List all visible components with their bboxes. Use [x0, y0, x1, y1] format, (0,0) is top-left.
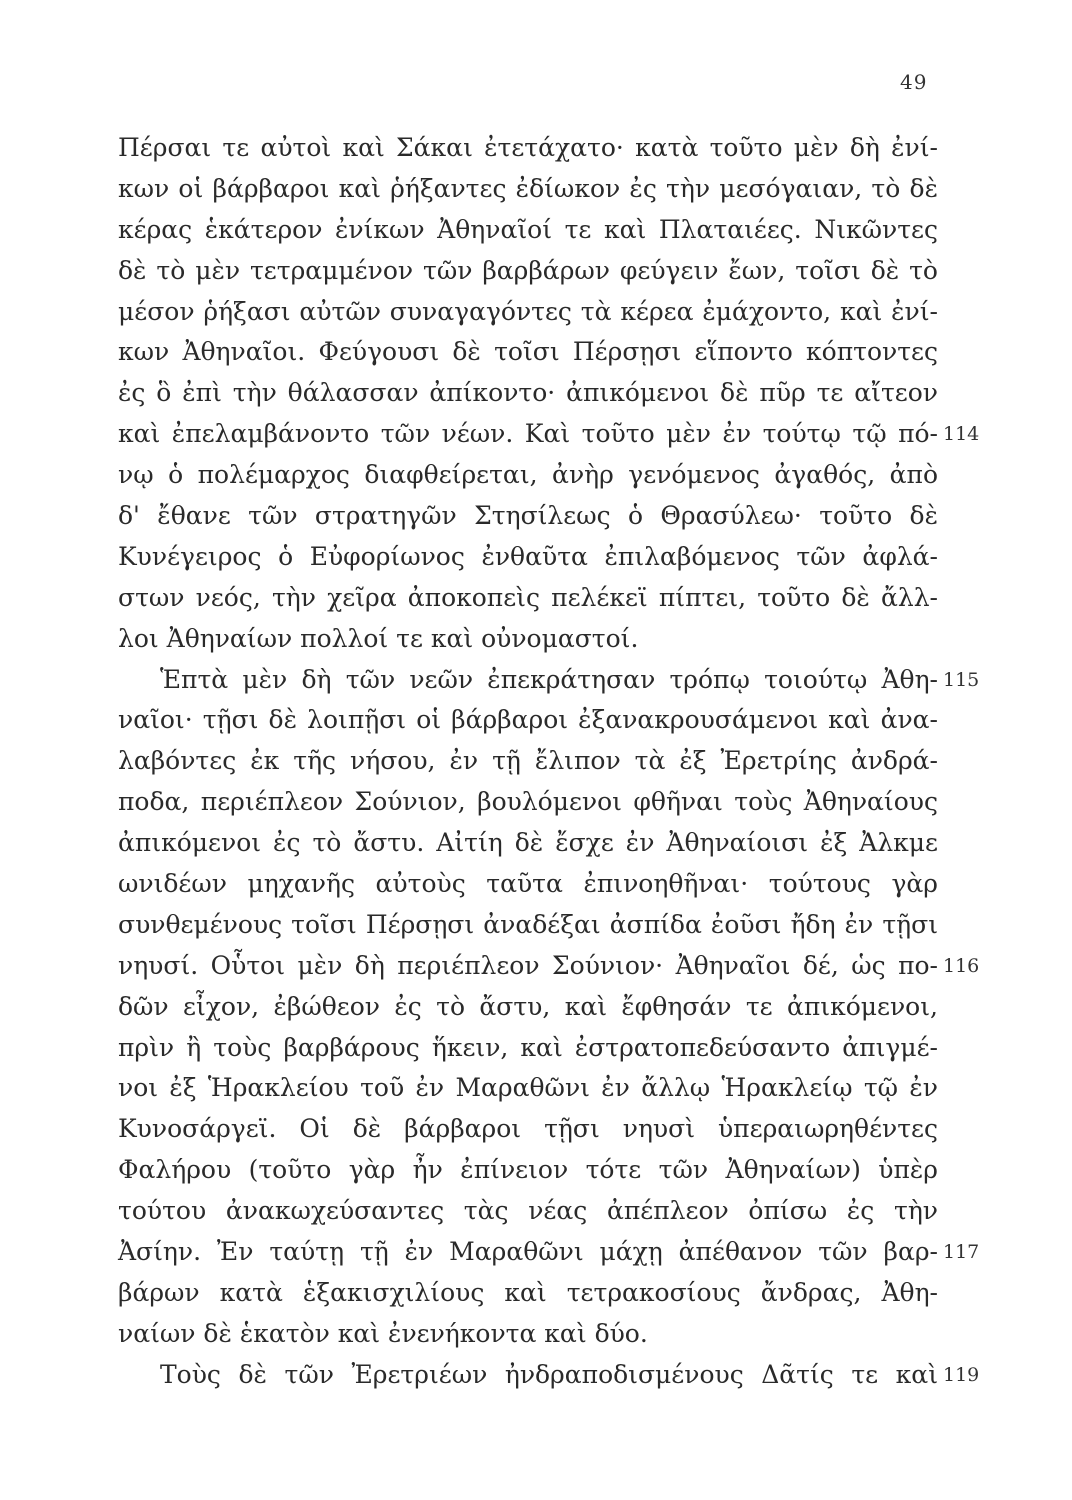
text-line-content: πρὶν ἢ τοὺς βαρβάρους ἥκειν, καὶ ἐστρατοπεδεύσαντο ἀπιγμέ- — [118, 1032, 938, 1062]
section-number: 116 — [943, 954, 980, 977]
text-line — [118, 905, 938, 946]
text-line — [118, 455, 938, 496]
text-line — [118, 373, 938, 414]
text-line-content: ἐς ὃ ἐπὶ τὴν θάλασσαν ἀπίκοντο· ἀπικόμενοι δὲ πῦρ τε αἴτεον — [118, 378, 938, 408]
text-line — [118, 496, 938, 537]
text-line-content: βάρων κατὰ ἑξακισχιλίους καὶ τετρακοσίους ἄνδρας, Ἀθη- — [118, 1277, 938, 1307]
text-line — [118, 864, 938, 905]
text-line-content: Ἑπτὰ μὲν δὴ τῶν νεῶν ἐπεκράτησαν τρόπῳ τοιούτῳ Ἀθη- — [160, 664, 938, 694]
text-line-content: ναῖοι· τῇσι δὲ λοιπῇσι οἱ βάρβαροι ἐξανακρουσάμενοι καὶ ἀνα- — [118, 705, 938, 735]
text-line — [118, 251, 938, 292]
text-line-content: ποδα, περιέπλεον Σούνιον, βουλόμενοι φθῆναι τοὺς Ἀθηναίους — [118, 787, 938, 817]
text-line-content: Φαλήρου (τοῦτο γὰρ ἦν ἐπίνειον τότε τῶν Ἀθηναίων) ὑπὲρ — [118, 1155, 938, 1185]
text-line — [118, 619, 938, 660]
text-line-content: νοι ἐξ Ἡρακλείου τοῦ ἐν Μαραθῶνι ἐν ἄλλῳ Ἡρακλείῳ τῷ ἐν — [118, 1073, 938, 1103]
text-line — [118, 1028, 938, 1069]
text-line-content: κων Ἀθηναῖοι. Φεύγουσι δὲ τοῖσι Πέρσῃσι εἵποντο κόπτοντες — [118, 337, 938, 367]
text-line-content: κέρας ἑκάτερον ἐνίκων Ἀθηναῖοί τε καὶ Πλαταιέες. Νικῶντες — [118, 214, 938, 244]
text-line-content: τούτου ἀνακωχεύσαντες τὰς νέας ἀπέπλεον ὀπίσω ἐς τὴν — [118, 1196, 938, 1226]
text-line — [118, 578, 938, 619]
text-line-content: δὲ τὸ μὲν τετραμμένον τῶν βαρβάρων φεύγειν ἔων, τοῖσι δὲ τὸ — [118, 255, 938, 285]
text-line — [118, 700, 938, 741]
text-line — [118, 1232, 980, 1273]
text-line — [118, 169, 938, 210]
text-line — [118, 1150, 938, 1191]
text-line — [118, 128, 938, 169]
text-line-content: κων οἱ βάρβαροι καὶ ῥήξαντες ἐδίωκον ἐς τὴν μεσόγαιαν, τὸ δὲ — [118, 173, 938, 203]
text-line-content: καὶ ἐπελαμβάνοντο τῶν νέων. Καὶ τοῦτο μὲν ἐν τούτῳ τῷ πό- — [118, 419, 938, 449]
text-line — [118, 741, 938, 782]
text-line — [118, 292, 938, 333]
text-line — [118, 210, 938, 251]
text-line — [118, 823, 938, 864]
text-line — [118, 1068, 938, 1109]
text-line-content: δῶν εἶχον, ἐβώθεον ἐς τὸ ἄστυ, καὶ ἔφθησάν τε ἀπικόμενοι, — [118, 991, 938, 1021]
text-line — [118, 537, 938, 578]
section-number: 117 — [943, 1241, 980, 1264]
text-line-content: ωνιδέων μηχανῆς αὐτοὺς ταῦτα ἐπινοηθῆναι· τούτους γὰρ — [118, 869, 938, 899]
page-number: 49 — [900, 70, 928, 94]
text-line-content: Κυνοσάργεϊ. Οἱ δὲ βάρβαροι τῇσι νηυσὶ ὑπεραιωρηθέντες — [118, 1114, 938, 1144]
text-line — [118, 782, 938, 823]
text-line-content: ἀπικόμενοι ἐς τὸ ἄστυ. Αἰτίη δὲ ἔσχε ἐν Ἀθηναίοισι ἐξ Ἀλκμε — [118, 828, 938, 858]
text-line-content: νῳ ὁ πολέμαρχος διαφθείρεται, ἀνὴρ γενόμενος ἀγαθός, ἀπὸ — [118, 460, 938, 490]
text-line — [118, 987, 938, 1028]
text-line-content: λοι Ἀθηναίων πολλοί τε καὶ οὐνομαστοί. — [118, 623, 639, 653]
text-line — [118, 414, 980, 455]
text-line — [118, 1355, 980, 1396]
text-line — [118, 1273, 938, 1314]
text-line-content: συνθεμένους τοῖσι Πέρσῃσι ἀναδέξαι ἀσπίδα ἐοῦσι ἤδη ἐν τῇσι — [118, 909, 938, 939]
text-line — [118, 946, 980, 987]
text-line-content: Πέρσαι τε αὐτοὶ καὶ Σάκαι ἐτετάχατο· κατὰ τοῦτο μὲν δὴ ἐνί- — [118, 133, 938, 162]
text-line-content: Κυνέγειρος ὁ Εὐφορίωνος ἐνθαῦτα ἐπιλαβόμενος τῶν ἀφλά- — [118, 541, 938, 571]
text-line-content: ναίων δὲ ἑκατὸν καὶ ἐνενήκοντα καὶ δύο. — [118, 1318, 648, 1348]
text-line — [118, 1314, 938, 1355]
text-line-content: νηυσί. Οὗτοι μὲν δὴ περιέπλεον Σούνιον· Ἀθηναῖοι δέ, ὡς πο- — [118, 950, 938, 980]
text-line — [118, 1191, 938, 1232]
text-line — [118, 660, 980, 701]
text-line-content: λαβόντες ἐκ τῆς νήσου, ἐν τῇ ἔλιπον τὰ ἐξ Ἐρετρίης ἀνδρά- — [118, 746, 938, 776]
text-line — [118, 1109, 938, 1150]
section-number: 119 — [943, 1363, 980, 1386]
text-line-content: στων νεός, τὴν χεῖρα ἀποκοπεὶς πελέκεϊ πίπτει, τοῦτο δὲ ἄλλ- — [118, 582, 938, 612]
text-line-content: δ' ἔθανε τῶν στρατηγῶν Στησίλεως ὁ Θρασύλεω· τοῦτο δὲ — [118, 501, 938, 531]
text-line-content: μέσον ῥήξασι αὐτῶν συναγαγόντες τὰ κέρεα ἐμάχοντο, καὶ ἐνί- — [118, 296, 938, 326]
text-line-content: Τοὺς δὲ τῶν Ἐρετριέων ἠνδραποδισμένους Δᾶτίς τε καὶ — [160, 1359, 938, 1389]
section-number: 114 — [943, 423, 980, 446]
text-line-content: Ἀσίην. Ἐν ταύτῃ τῇ ἐν Μαραθῶνι μάχῃ ἀπέθανον τῶν βαρ- — [118, 1237, 938, 1267]
main-text — [118, 128, 980, 1396]
text-line — [118, 332, 938, 373]
section-number: 115 — [943, 668, 980, 691]
